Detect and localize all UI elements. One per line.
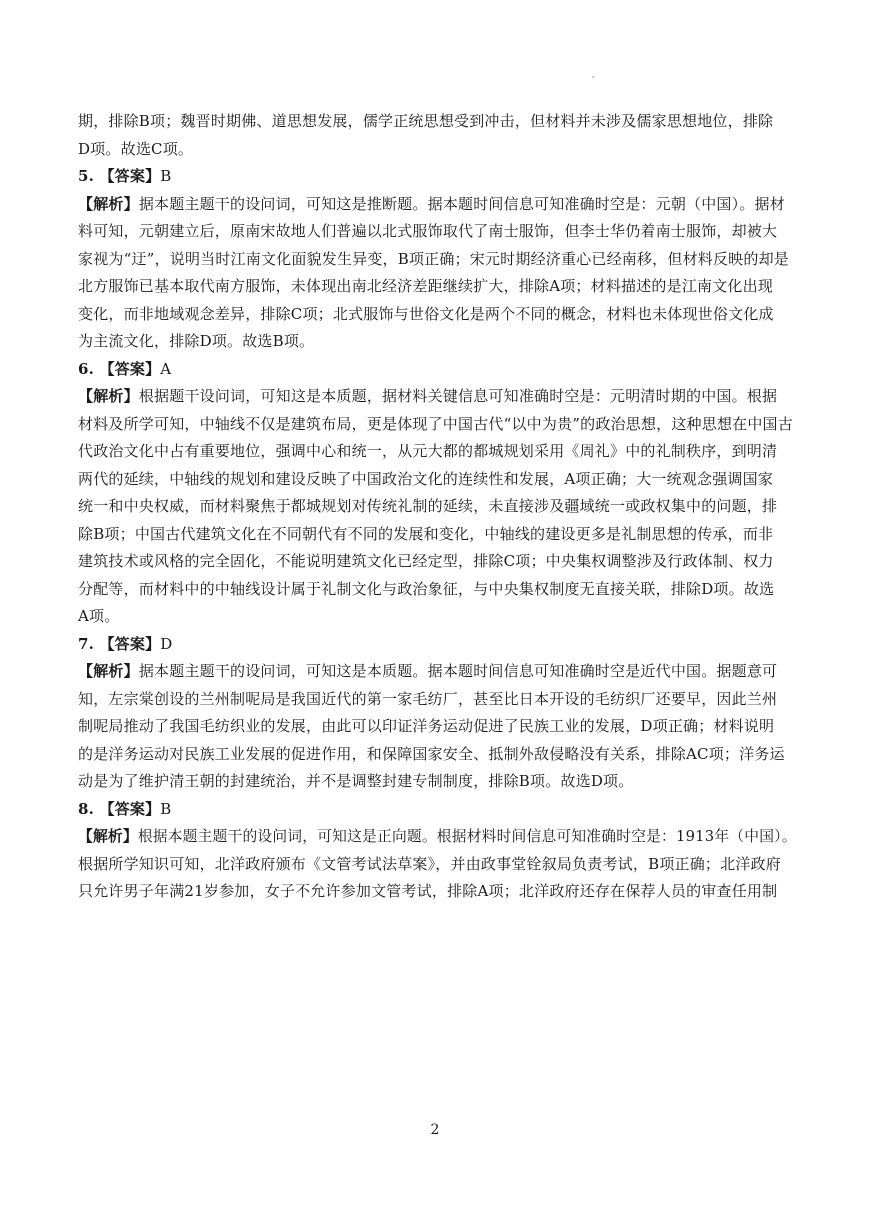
- text-line: [78, 548, 798, 576]
- line-text: 根据题干设问词，可知这是本质题，据材料关键信息可知准确时空是：元明清时期的中国。根据: [138, 387, 778, 405]
- line-text: 根据本题主题干的设问词，可知这是正向题。根据材料时间信息可知准确时空是：1913年（中国）。: [137, 828, 797, 845]
- scan-speck: [592, 76, 594, 78]
- text-line: [78, 713, 798, 741]
- line-text: 家视为“迂”，说明当时江南文化面貌发生异变，B项正确；宋元时期经济重心已经南移，但材料反映的却是: [78, 249, 789, 268]
- text-line: [78, 878, 798, 906]
- text-line: [78, 301, 798, 329]
- text-line: [78, 768, 798, 796]
- text-line: [78, 411, 798, 439]
- line-text: 知，左宗棠创设的兰州制呢局是我国近代的第一家毛纺厂，甚至比日本开设的毛纺织厂还要早，因此兰州: [78, 689, 778, 708]
- text-line: [78, 631, 798, 659]
- line-label: 【解析】: [78, 828, 138, 845]
- line-label: 8. 【答案】: [78, 799, 161, 818]
- line-text: 除B项；中国古代建筑文化在不同朝代有不同的发展和变化，中轴线的建设更多是礼制思想的传承，而非: [78, 524, 774, 543]
- line-label: 6. 【答案】: [78, 359, 161, 378]
- line-text: 制呢局推动了我国毛纺织业的发展，由此可以印证洋务运动促进了民族工业的发展，D项正确；材料说明: [78, 717, 775, 735]
- line-text: 动是为了维护清王朝的封建统治，并不是调整封建专制制度，排除B项。故选D项。: [78, 772, 634, 790]
- line-text: 分配等，而材料中的中轴线设计属于礼制文化与政治象征，与中央集权制度无直接关联，排除D项。故选: [78, 579, 775, 598]
- line-text: B: [160, 167, 172, 185]
- line-text: A项。: [78, 607, 120, 625]
- text-line: [78, 383, 798, 411]
- text-line: [78, 493, 798, 521]
- line-text: 建筑技术或风格的完全固化，不能说明建筑文化已经定型，排除C项；中央集权调整涉及行政体制、权力: [78, 552, 774, 570]
- text-line: [78, 576, 798, 604]
- line-text: 材料及所学可知，中轴线不仅是建筑布局，更是体现了中国古代“以中为贵”的政治思想，这种思想在中国古: [78, 414, 793, 433]
- text-line: [78, 218, 798, 246]
- text-line: [78, 108, 798, 136]
- line-text: A: [160, 359, 172, 378]
- text-line: [78, 246, 798, 274]
- text-line: [78, 823, 798, 851]
- line-text: D项。故选C项。: [78, 139, 194, 158]
- line-text: 期，排除B项；魏晋时期佛、道思想发展，儒学正统思想受到冲击，但材料并未涉及儒家思想地位，排除: [78, 112, 774, 130]
- text-line: [78, 521, 798, 549]
- text-line: [78, 163, 798, 191]
- text-line: [78, 191, 798, 219]
- line-text: 料可知，元朝建立后，原南宋故地人们普遍以北式服饰取代了南士服饰，但李士华仍着南士服饰，却被大: [78, 222, 778, 240]
- text-line: [78, 603, 798, 631]
- line-text: 据本题主题干的设问词，可知这是本质题。据本题时间信息可知准确时空是近代中国。据题意可: [138, 662, 778, 680]
- line-text: 统一和中央权威，而材料聚焦于都城规划对传统礼制的延续，未直接涉及疆域统一或政权集中的问题，排: [78, 497, 778, 515]
- text-line: [78, 328, 798, 356]
- line-label: 【解析】: [78, 662, 139, 680]
- line-text: 两代的延续，中轴线的规划和建设反映了中国政治文化的连续性和发展，A项正确；大一统观念强调国家: [78, 469, 774, 488]
- line-text: 只允许男子年满21岁参加，女子不允许参加文管考试，排除A项；北洋政府还存在保荐人员的审查任用制: [78, 882, 778, 900]
- line-text: 为主流文化，排除D项。故选B项。: [78, 332, 315, 350]
- text-line: [78, 741, 798, 769]
- text-line: [78, 438, 798, 466]
- line-label: 【解析】: [78, 387, 139, 405]
- line-text: B: [160, 799, 172, 818]
- text-line: [78, 273, 798, 301]
- page-number: 2: [430, 1122, 440, 1138]
- text-line: [78, 136, 798, 164]
- line-text: 代政治文化中占有重要地位，强调中心和统一，从元大都的都城规划采用《周礼》中的礼制秩序，到明清: [78, 442, 778, 460]
- line-text: 北方服饰已基本取代南方服饰，未体现出南北经济差距继续扩大，排除A项；材料描述的是江南文化出现: [78, 277, 774, 295]
- text-line: [78, 658, 798, 686]
- line-text: 的是洋务运动对民族工业发展的促进作用，和保障国家安全、抵制外敌侵略没有关系，排除AC项；洋务运: [78, 744, 785, 763]
- line-text: 根据所学知识可知，北洋政府颁布《文管考试法草案》，并由政事堂铨叙局负责考试，B项正确；北洋政府: [78, 854, 781, 873]
- line-text: D: [160, 634, 173, 653]
- text-line: [78, 851, 798, 879]
- line-text: 变化，而非地域观念差异，排除C项；北式服饰与世俗文化是两个不同的概念，材料也未体现世俗文化成: [78, 304, 774, 323]
- line-label: 7. 【答案】: [78, 634, 161, 653]
- text-line: [78, 796, 798, 824]
- line-text: 据本题主题干的设问词，可知这是推断题。据本题时间信息可知准确时空是：元朝（中国）。据材: [138, 194, 785, 213]
- text-line: [78, 686, 798, 714]
- text-line: [78, 356, 798, 384]
- line-label: 5. 【答案】: [78, 167, 161, 185]
- text-line: [78, 466, 798, 494]
- document-body: [78, 108, 798, 906]
- line-label: 【解析】: [78, 194, 139, 213]
